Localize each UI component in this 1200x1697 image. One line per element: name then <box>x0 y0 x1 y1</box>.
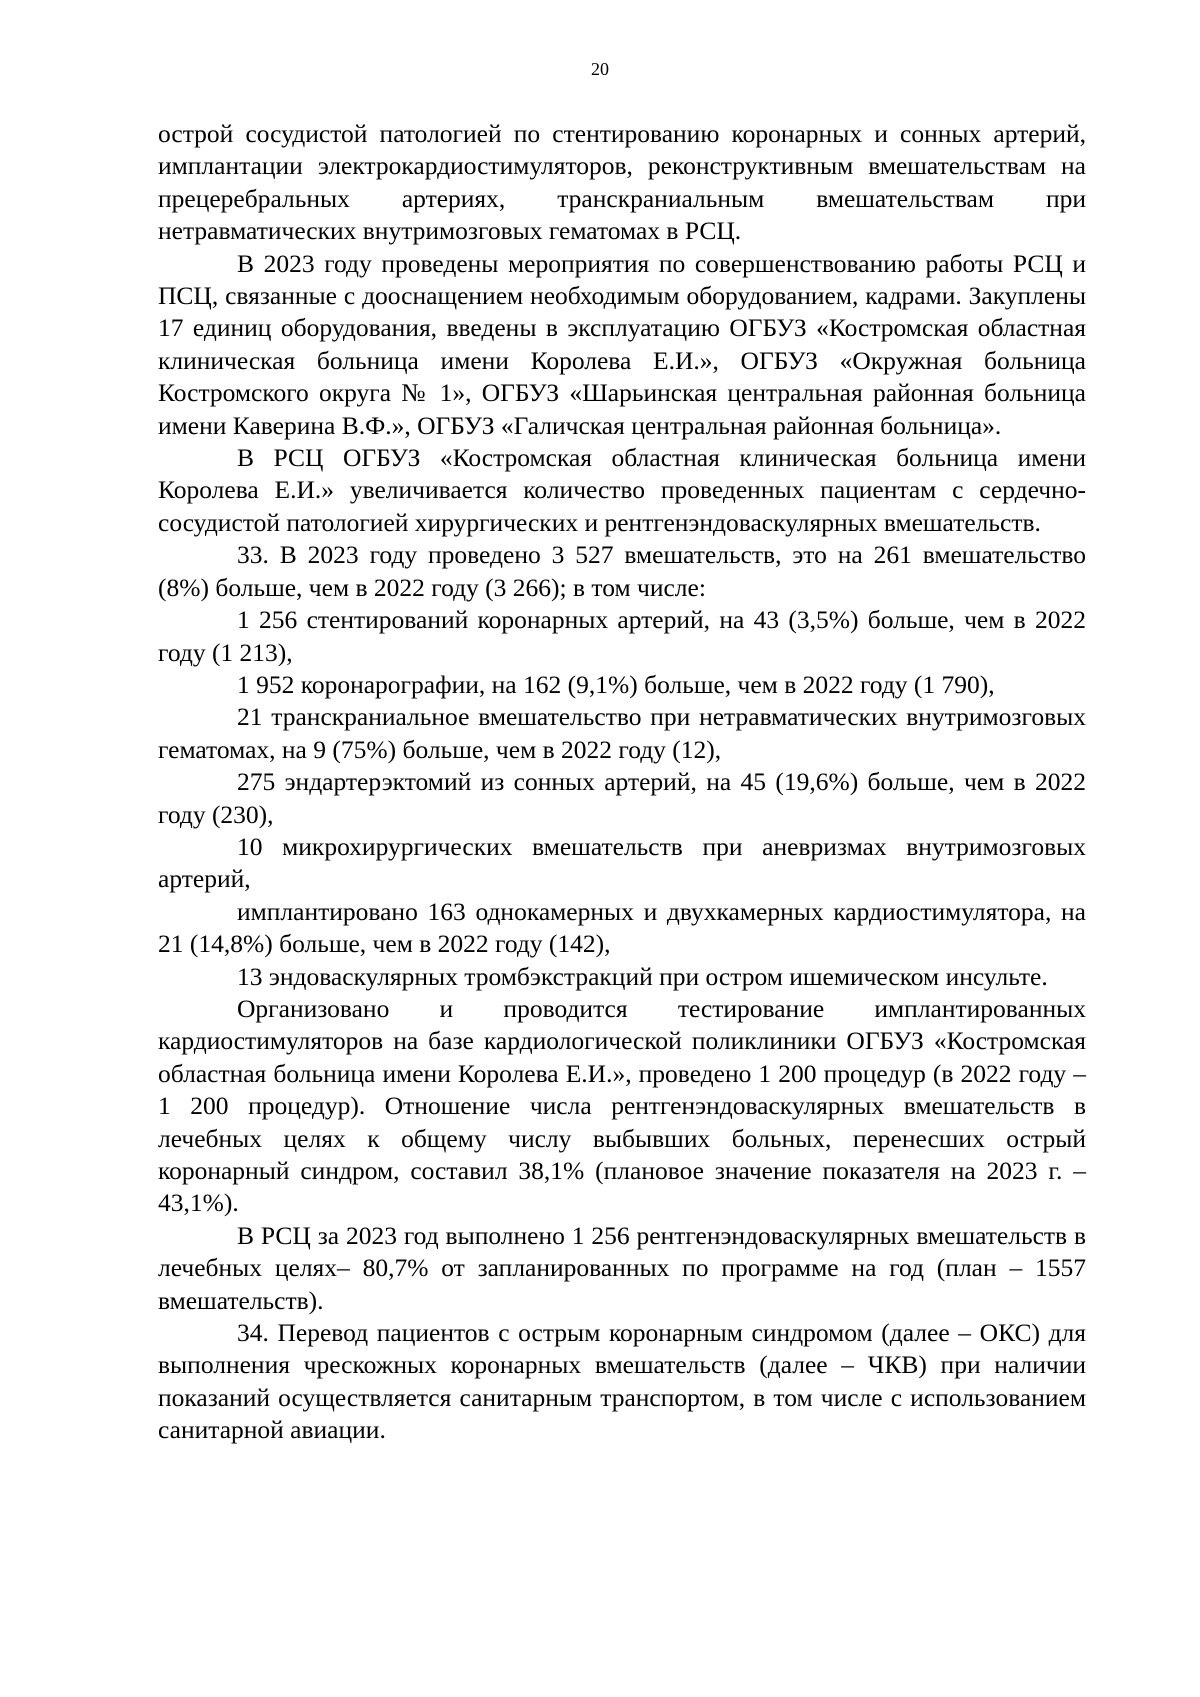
paragraph-equipment: В 2023 году проведены мероприятия по совершенствованию работы РСЦ и ПСЦ, связанные с дооснащением необходимым оборудованием, кадрами. Закуплены 17 единиц оборудования, введены в эксплуатацию ОГБУЗ «Костромская областная клиническая больница имени Королева Е.И.», ОГБУЗ «Окружная больница Костромского округа № 1», ОГБУЗ «Шарьинская центральная районная больница имени Каверина В.Ф.», ОГБУЗ «Галичская центральная районная больница». <box>158 248 1086 440</box>
list-item-microsurgery: 10 микрохирургических вмешательств при аневризмах внутримозговых артерий, <box>158 831 1086 894</box>
list-item-transcranial: 21 транскраниальное вмешательство при нетравматических внутримозговых гематомах, на 9 (75%) больше, чем в 2022 году (12), <box>158 702 1086 764</box>
paragraph-rsc-interventions: В РСЦ за 2023 год выполнено 1 256 рентгенэндоваскулярных вмешательств в лечебных целях– 80,7% от запланированных по программе на год (план – 1557 вмешательств). <box>158 1220 1086 1315</box>
list-item-endarterectomy: 275 эндартерэктомий из сонных артерий, на 45 (19,6%) больше, чем в 2022 году (230), <box>158 767 1086 829</box>
paragraph-continuation: острой сосудистой патологией по стентированию коронарных и сонных артерий, имплантации электрокардиостимуляторов, реконструктивным вмешательствам на прецеребральных артериях, транскраниальным вмешательствам при нетравматических внутримозговых гематомах в РСЦ. <box>158 119 1086 246</box>
document-body <box>158 118 1086 1447</box>
list-item-coronarography: 1 952 коронарографии, на 162 (9,1%) больше, чем в 2022 году (1 790), <box>237 669 995 699</box>
list-item-thrombectomy: 13 эндоваскулярных тромбэкстракций при остром ишемическом инсульте. <box>237 961 1048 991</box>
paragraph-item-34: 34. Перевод пациентов с острым коронарным синдромом (далее – ОКС) для выполнения чрескожных коронарных вмешательств (далее – ЧКВ) при наличии показаний осуществляется санитарным транспортом, в том числе с использованием санитарной авиации. <box>158 1318 1086 1445</box>
page-number: 20 <box>591 59 609 79</box>
paragraph-pacemaker-testing: Организовано и проводится тестирование имплантированных кардиостимуляторов на базе кардиологической поликлиники ОГБУЗ «Костромская областная больница имени Королева Е.И.», проведено 1 200 процедур (в 2022 году – 1 200 процедур). Отношение числа рентгенэндоваскулярных вмешательств в лечебных целях к общему числу выбывших больных, перенесших острый коронарный синдром, составил 38,1% (плановое значение показателя на 2023 г. – 43,1%). <box>158 993 1086 1218</box>
paragraph-rsc-growth: В РСЦ ОГБУЗ «Костромская областная клиническая больница имени Королева Е.И.» увеличивается количество проведенных пациентам с сердечно-сосудистой патологией хирургических и рентгенэндоваскулярных вмешательств. <box>158 443 1086 537</box>
list-item-pacemakers: имплантировано 163 однокамерных и двухкамерных кардиостимулятора, на 21 (14,8%) больше, чем в 2022 году (142), <box>158 896 1086 959</box>
paragraph-item-33: 33. В 2023 году проведено 3 527 вмешательств, это на 261 вмешательство (8%) больше, чем в 2022 году (3 266); в том числе: <box>158 540 1086 602</box>
list-item-stenting: 1 256 стентирований коронарных артерий, на 43 (3,5%) больше, чем в 2022 году (1 213), <box>158 605 1086 667</box>
